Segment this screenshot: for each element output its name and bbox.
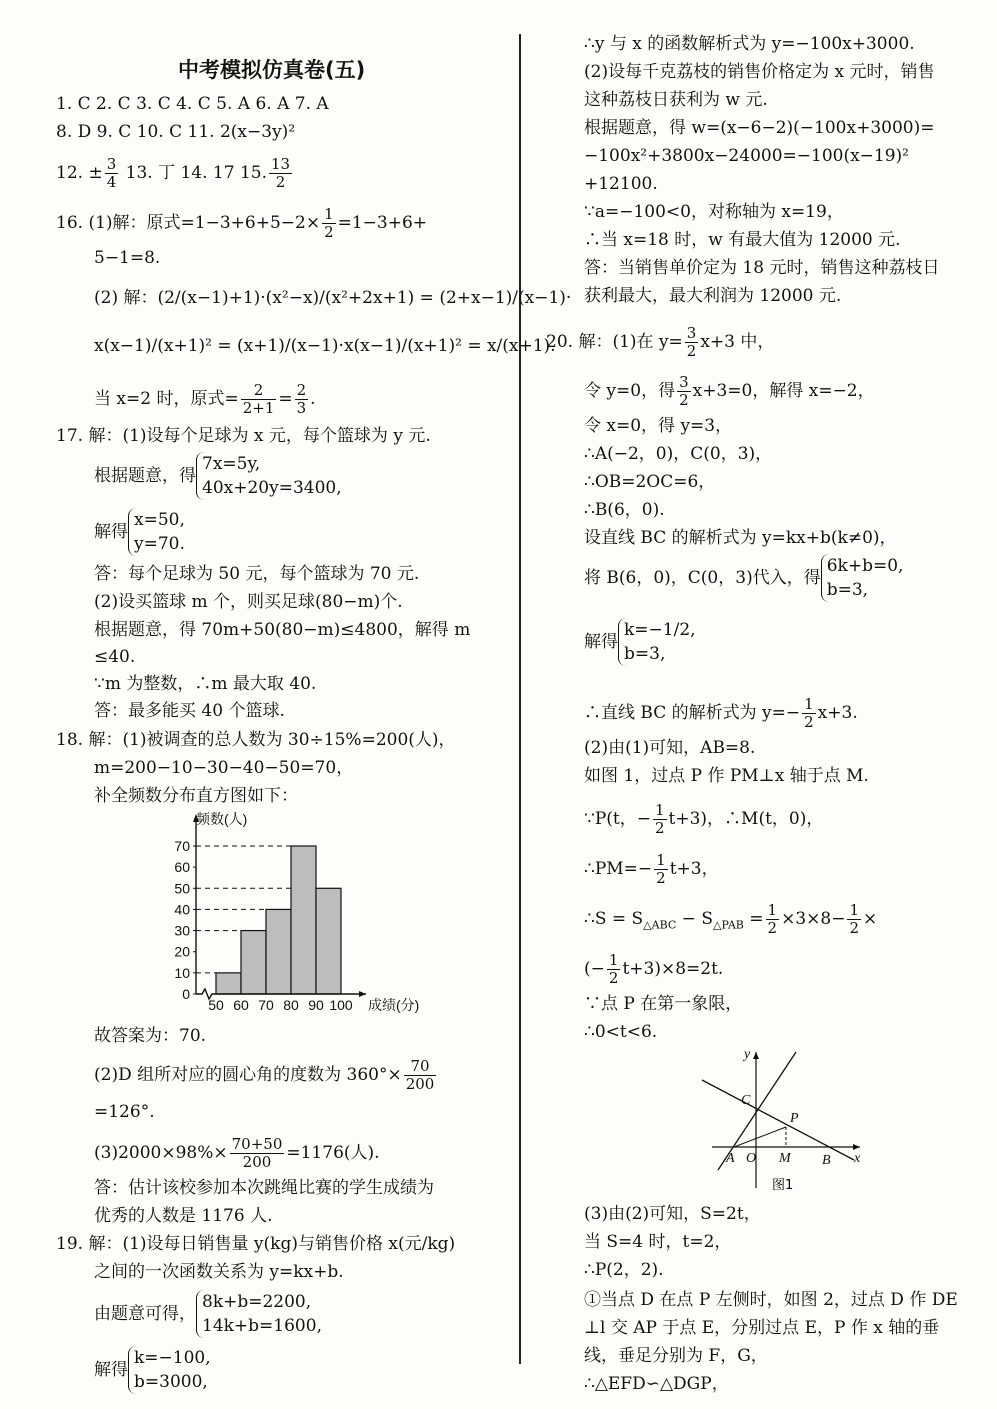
equation-system	[196, 452, 342, 500]
equation: 7x=5y,	[202, 454, 261, 474]
text: t+3，	[669, 859, 719, 879]
q16-line-2: 5−1=8.	[94, 248, 161, 268]
x-tick-label: 80	[283, 997, 299, 1013]
label-o: O	[746, 1151, 757, 1166]
numerator: 2	[241, 382, 277, 400]
q20-line-15	[584, 902, 877, 937]
q20-line-23: ⊥l 交 AP 于点 E，分别过点 E，P 作 x 轴的垂	[584, 1318, 940, 1338]
q20-line-9	[584, 618, 696, 666]
q16-line-3: (2) 解：(2/(x−1)+1)·(x²−x)/(x²+2x+1) = (2+x−1)/(x−1)·	[94, 288, 572, 308]
text: 解得	[94, 1360, 128, 1380]
numerator: 3	[106, 155, 117, 173]
fraction	[230, 1136, 285, 1171]
r-line-8: ∴当 x=18 时，w 有最大值为 12000 元.	[584, 230, 901, 250]
q20-line-18: ∴0<t<6.	[584, 1022, 658, 1042]
y-tick-label: 30	[174, 922, 190, 939]
r-line-7: ∵a=−100<0，对称轴为 x=19，	[584, 202, 844, 222]
r-line-1: ∴y 与 x 的函数解析式为 y=−100x+3000.	[584, 34, 915, 54]
q16-line-1	[56, 206, 427, 241]
equation: b=3,	[624, 644, 666, 664]
fraction	[766, 902, 780, 937]
subscript: △ABC	[643, 918, 677, 932]
denominator: 4	[106, 173, 117, 191]
q20-line-25: ∴△EFD∽△DGP，	[584, 1374, 729, 1394]
numerator: 1	[849, 901, 859, 919]
text: =1−3+6+	[337, 213, 428, 233]
frequency-histogram	[150, 808, 440, 1024]
q20-line-10	[584, 696, 858, 731]
fraction	[322, 206, 336, 241]
segment-ap	[734, 1127, 786, 1147]
q20-line-16	[584, 952, 723, 987]
numerator: 13	[271, 155, 291, 173]
numerator: 1	[654, 801, 665, 819]
q20-line-19: (3)由(2)可知，S=2t，	[584, 1204, 761, 1224]
x-axis-arrow	[359, 991, 366, 997]
text: x+3 中，	[700, 332, 775, 352]
fraction	[685, 325, 699, 360]
q19-line-1: 19. 解：(1)设每日销售量 y(kg)与销售价格 x(元/kg)	[56, 1234, 456, 1254]
text: t+3)×8=2t.	[622, 959, 724, 979]
answers-line-2: 8. D 9. C 10. C 11. 2(x−3y)²	[56, 122, 296, 142]
x-tick-label: 60	[233, 997, 249, 1013]
numerator: 3	[679, 373, 689, 391]
q17-line-7: ≤40.	[94, 647, 136, 667]
equation: 40x+20y=3400,	[202, 478, 342, 498]
numerator: 3	[686, 324, 697, 342]
text: ∴PM=−	[584, 859, 653, 879]
denominator: 3	[296, 399, 307, 417]
histogram-bar	[316, 888, 341, 994]
text: ∵P(t，−	[584, 809, 651, 829]
text: .	[310, 389, 316, 409]
q18-line-6: =126°.	[94, 1102, 155, 1122]
q20-line-11: (2)由(1)可知，AB=8.	[584, 738, 756, 758]
r-line-6: +12100.	[584, 174, 658, 194]
numerator: 1	[804, 695, 814, 713]
answers-13-15-text: 13. 丁 14. 17 15.	[120, 163, 267, 183]
denominator: 2	[324, 223, 334, 241]
text: 解得	[584, 632, 618, 652]
equation: k=−100,	[134, 1348, 211, 1368]
figure-caption: 图1	[772, 1178, 794, 1193]
numerator: 1	[767, 901, 778, 919]
text: ×	[863, 909, 878, 929]
q17-line-8: ∵m 为整数，∴m 最大取 40.	[94, 674, 317, 694]
equation: 8k+b=2200,	[202, 1292, 312, 1312]
text: (−	[584, 959, 605, 979]
y-tick-label: 50	[174, 880, 190, 897]
text: (3)2000×98%×	[94, 1143, 228, 1163]
answers-line-1: 1. C 2. C 3. C 4. C 5. A 6. A 7. A	[56, 94, 329, 114]
y-axis-label: 频数(人)	[196, 811, 248, 827]
x-axis-arrow	[853, 1144, 860, 1150]
text: 将 B(6，0)，C(0，3)代入，得	[584, 568, 821, 588]
fraction	[653, 802, 667, 837]
equation-system	[821, 554, 904, 602]
q20-line-13	[584, 802, 823, 837]
denominator: 200	[405, 1075, 435, 1093]
histogram-bar	[291, 846, 316, 994]
text: 解得	[94, 522, 128, 542]
column-divider	[519, 34, 521, 1364]
page-title: 中考模拟仿真卷(五)	[178, 58, 366, 82]
x-tick-label: 90	[308, 997, 324, 1013]
fraction	[654, 852, 668, 887]
text: 16. (1)解：原式=1−3+6+5−2×	[56, 213, 321, 233]
fraction	[607, 952, 621, 987]
fraction	[847, 902, 861, 937]
y-tick-label: 70	[174, 838, 190, 854]
answers-line-3	[56, 156, 294, 191]
q20-line-3: 令 x=0，得 y=3，	[584, 416, 733, 436]
histogram-bar	[241, 931, 266, 994]
q17-line-2	[94, 452, 342, 500]
histogram-bar	[266, 909, 291, 994]
label-m: M	[779, 1151, 791, 1166]
equation: b=3000,	[134, 1372, 208, 1392]
x-tick-label: 50	[208, 997, 224, 1013]
y-tick-label: 20	[174, 943, 190, 960]
text: 由题意可得，	[94, 1304, 196, 1324]
text: =1176(人).	[286, 1143, 380, 1163]
numerator: 70	[404, 1058, 437, 1076]
label-y: y	[744, 1047, 751, 1062]
fraction	[269, 156, 292, 191]
numerator: 1	[656, 851, 666, 869]
text: (2)D 组所对应的圆心角的度数为 360°×	[94, 1065, 402, 1085]
answers-12-text: 12. ±	[56, 163, 103, 183]
equation: 6k+b=0,	[826, 556, 904, 576]
equation: b=3,	[826, 580, 869, 600]
y-axis-arrow	[753, 1052, 759, 1059]
denominator: 2	[656, 869, 666, 887]
label-c: C	[741, 1093, 751, 1108]
q18-line-5	[94, 1058, 438, 1093]
text: x+3=0，解得 x=−2，	[692, 381, 875, 401]
text: ∴S = S	[584, 909, 644, 929]
text: =	[278, 389, 293, 409]
x-tick-label: 70	[258, 997, 274, 1013]
text: 当 x=2 时，原式=	[94, 389, 239, 409]
fraction	[105, 156, 119, 191]
q19-line-4	[94, 1346, 211, 1394]
numerator: 70+50	[231, 1135, 283, 1153]
y-tick-label: 60	[174, 859, 190, 876]
fraction	[295, 382, 309, 417]
text: 令 y=0，得	[584, 381, 676, 401]
q17-line-9: 答：最多能买 40 个篮球.	[94, 701, 285, 721]
q17-line-1: 17. 解：(1)设每个足球为 x 元，每个篮球为 y 元.	[56, 426, 431, 446]
equation-system	[618, 618, 696, 666]
q20-line-22: ①当点 D 在点 P 左侧时，如图 2，过点 D 作 DE	[584, 1290, 958, 1310]
figure-1-diagram	[696, 1046, 866, 1196]
q20-line-8	[584, 554, 903, 602]
q20-line-20: 当 S=4 时，t=2，	[584, 1232, 732, 1252]
denominator: 2+1	[242, 399, 275, 417]
text: 根据题意，得	[94, 466, 196, 486]
q19-line-2: 之间的一次函数关系为 y=kx+b.	[94, 1262, 344, 1282]
q18-line-1: 18. 解：(1)被调查的总人数为 30÷15%=200(人)，	[56, 730, 456, 750]
y-tick-label: 40	[174, 901, 190, 918]
text: =	[743, 909, 764, 929]
numerator: 1	[608, 951, 619, 969]
q17-line-6: 根据题意，得 70m+50(80−m)≤4800，解得 m	[94, 620, 471, 640]
equation: k=−1/2,	[624, 620, 696, 640]
numerator: 1	[324, 205, 334, 223]
label-p: P	[790, 1111, 799, 1126]
denominator: 2	[804, 713, 814, 731]
q16-line-4: x(x−1)/(x+1)² = (x+1)/(x−1)·x(x−1)/(x+1)² = x/(x+1).	[94, 336, 556, 356]
text: x+3.	[817, 703, 858, 723]
y-tick-label: 10	[174, 964, 190, 981]
numerator: 2	[296, 381, 307, 399]
q20-line-6: ∴B(6，0).	[584, 500, 665, 520]
r-line-9: 答：当销售单价定为 18 元时，销售这种荔枝日	[584, 258, 940, 278]
r-line-3: 这种荔枝日获利为 w 元.	[584, 90, 768, 110]
denominator: 2	[608, 969, 619, 987]
q18-line-8: 答：估计该校参加本次跳绳比赛的学生成绩为	[94, 1178, 434, 1198]
r-line-2: (2)设每千克荔枝的销售价格定为 x 元时，销售	[584, 62, 935, 82]
q20-line-14	[584, 852, 719, 887]
label-a: A	[726, 1151, 735, 1166]
denominator: 2	[686, 342, 697, 360]
subscript: △PAB	[712, 918, 744, 932]
denominator: 2	[849, 919, 859, 937]
q20-line-24: 线，垂足分别为 F，G，	[584, 1346, 768, 1366]
x-axis-label: 成绩(分)	[368, 997, 420, 1013]
equation-system	[128, 1346, 211, 1394]
q16-line-5	[94, 382, 316, 417]
fraction	[241, 382, 277, 417]
text: ∴直线 BC 的解析式为 y=−	[584, 703, 801, 723]
denominator: 2	[654, 819, 665, 837]
q17-line-3	[94, 508, 185, 556]
q20-line-4: ∴A(−2，0)，C(0，3)，	[584, 444, 773, 464]
q18-line-9: 优秀的人数是 1176 人.	[94, 1206, 273, 1226]
q18-line-7	[94, 1136, 380, 1171]
q18-line-4: 故答案为：70.	[94, 1026, 207, 1046]
q17-line-4: 答：每个足球为 50 元，每个篮球为 70 元.	[94, 564, 420, 584]
fraction	[404, 1058, 437, 1093]
q20-line-5: ∴OB=2OC=6，	[584, 472, 716, 492]
r-line-5: −100x²+3800x−24000=−100(x−19)²	[584, 146, 909, 166]
x-tick-label: 100	[329, 997, 353, 1013]
q17-line-5: (2)设买篮球 m 个，则买足球(80−m)个.	[94, 592, 403, 612]
equation: x=50,	[134, 510, 185, 530]
r-line-4: 根据题意，得 w=(x−6−2)(−100x+3000)=	[584, 118, 935, 138]
equation-system	[128, 508, 185, 556]
histogram-bar	[216, 973, 241, 994]
denominator: 2	[679, 391, 689, 409]
fraction	[802, 696, 816, 731]
q20-line-1	[546, 325, 774, 360]
denominator: 200	[242, 1153, 272, 1171]
q18-line-2: m=200−10−30−40−50=70，	[94, 758, 354, 778]
label-x: x	[854, 1151, 861, 1166]
equation: 14k+b=1600,	[202, 1316, 322, 1336]
q19-line-3	[94, 1290, 322, 1338]
line-bc	[702, 1080, 854, 1160]
q20-line-21: ∴P(2，2).	[584, 1260, 664, 1280]
denominator: 2	[275, 173, 286, 191]
q20-line-7: 设直线 BC 的解析式为 y=kx+b(k≠0)，	[584, 528, 897, 548]
q20-line-2	[584, 374, 875, 409]
label-b: B	[822, 1153, 831, 1168]
denominator: 2	[767, 919, 778, 937]
q20-line-12: 如图 1，过点 P 作 PM⊥x 轴于点 M.	[584, 766, 869, 786]
equation-system	[196, 1290, 322, 1338]
r-line-10: 获利最大，最大利润为 12000 元.	[584, 286, 842, 306]
text: t+3)，∴M(t，0)，	[668, 809, 824, 829]
q18-line-3: 补全频数分布直方图如下：	[94, 786, 298, 806]
equation: y=70.	[134, 534, 185, 554]
y-tick-label: 0	[182, 986, 190, 1002]
q20-line-17: ∵点 P 在第一象限，	[584, 994, 743, 1014]
text: ×3×8−	[781, 909, 846, 929]
text: − S	[676, 909, 713, 929]
text: 20. 解：(1)在 y=	[546, 332, 683, 352]
fraction	[677, 374, 691, 409]
